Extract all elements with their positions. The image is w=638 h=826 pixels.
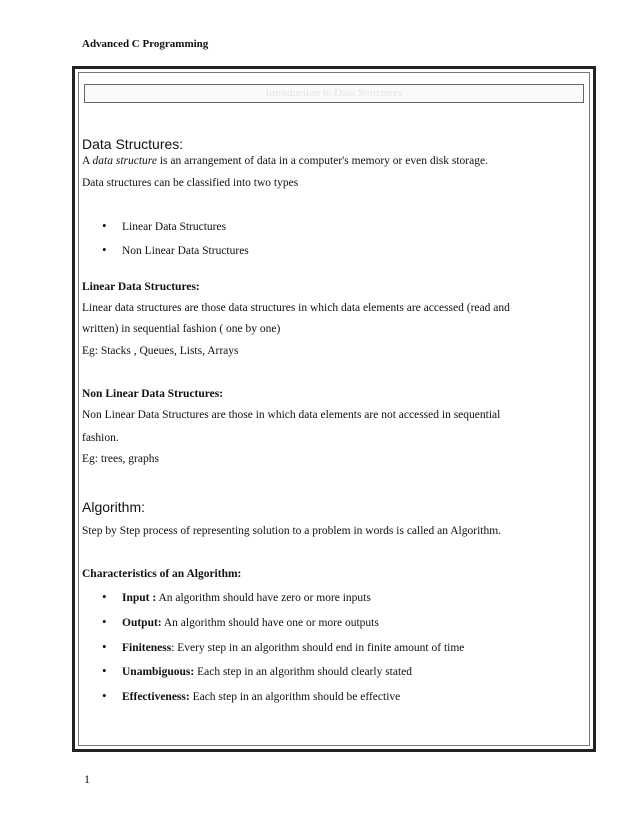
type-label: Non Linear Data Structures	[122, 245, 249, 257]
linear-example: Eg: Stacks , Queues, Lists, Arrays	[82, 345, 239, 357]
definition-term: data structure	[92, 155, 157, 167]
algorithm-definition: Step by Step process of representing solution to a problem in words is called an Algorithm.	[82, 525, 502, 537]
characteristic-item	[102, 614, 379, 630]
characteristic-term: Unambiguous:	[122, 666, 195, 678]
definition-prefix: A	[82, 155, 93, 167]
bullet-icon: •	[102, 688, 107, 703]
algorithm-heading: Algorithm:	[82, 499, 146, 515]
type-list-item	[102, 218, 226, 234]
type-list-item	[102, 242, 249, 258]
bullet-icon: •	[102, 218, 107, 233]
characteristic-item	[102, 688, 400, 704]
nonlinear-text-line2: fashion.	[82, 432, 119, 444]
linear-heading: Linear Data Structures:	[82, 281, 200, 293]
section-title-box: Introduction to Data Structures	[84, 84, 584, 103]
characteristic-item	[102, 663, 412, 679]
characteristic-item	[102, 589, 371, 605]
bullet-icon: •	[102, 589, 107, 604]
characteristic-term: Output:	[122, 617, 162, 629]
data-structure-definition	[82, 154, 488, 168]
characteristic-desc: : Every step in an algorithm should end in finite amount of time	[171, 642, 465, 654]
bullet-icon: •	[102, 639, 107, 654]
characteristic-term: Finiteness	[122, 642, 172, 654]
type-label: Linear Data Structures	[122, 221, 227, 233]
characteristics-heading: Characteristics of an Algorithm:	[82, 568, 242, 580]
linear-text-line2: written) in sequential fashion ( one by one)	[82, 323, 281, 335]
characteristic-term: Input :	[122, 592, 157, 604]
bullet-icon: •	[102, 242, 107, 257]
linear-text-line1: Linear data structures are those data structures in which data elements are accessed (read and	[82, 302, 510, 314]
bullet-icon: •	[102, 614, 107, 629]
nonlinear-heading: Non Linear Data Structures:	[82, 388, 224, 400]
characteristic-desc: An algorithm should have one or more outputs	[161, 617, 379, 629]
characteristic-term: Effectiveness:	[122, 691, 190, 703]
data-structures-heading: Data Structures:	[82, 136, 184, 152]
classification-text: Data structures can be classified into two types	[82, 177, 299, 189]
bullet-icon: •	[102, 663, 107, 678]
nonlinear-example: Eg: trees, graphs	[82, 453, 159, 465]
characteristic-item	[102, 639, 464, 655]
running-header: Advanced C Programming	[82, 38, 209, 50]
characteristic-desc: An algorithm should have zero or more inputs	[156, 592, 371, 604]
nonlinear-text-line1: Non Linear Data Structures are those in which data elements are not accessed in sequential	[82, 409, 501, 421]
characteristic-desc: Each step in an algorithm should clearly stated	[194, 666, 413, 678]
definition-text: is an arrangement of data in a computer's memory or even disk storage.	[156, 155, 488, 167]
page-number: 1	[84, 772, 90, 786]
characteristic-desc: Each step in an algorithm should be effective	[189, 691, 401, 703]
